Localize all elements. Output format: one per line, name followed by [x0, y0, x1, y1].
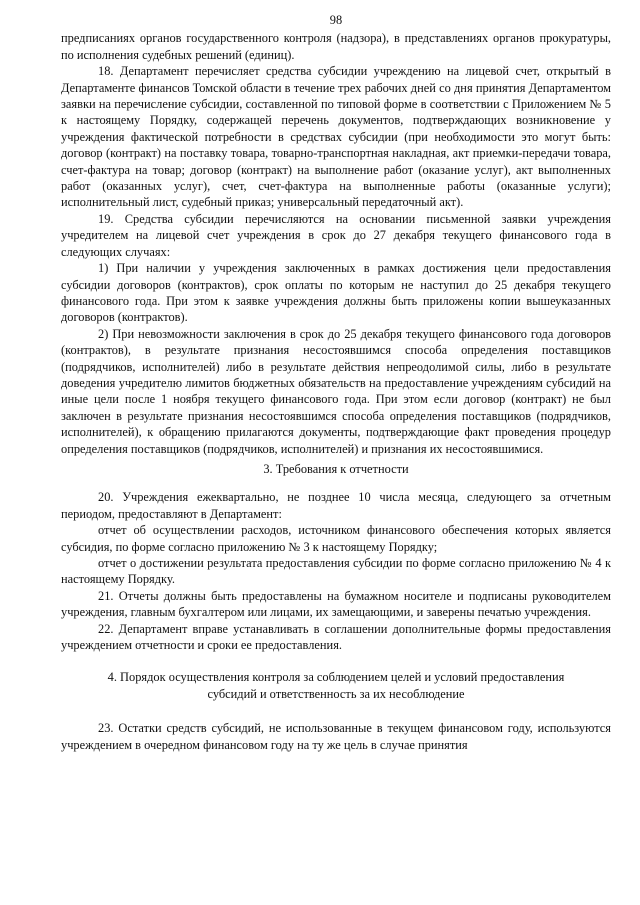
paragraph-19: 19. Средства субсидии перечисляются на основании письменной заявки учреждения учредителем на лицевой счет учреждения в срок до 27 декабря текущего финансового года в следующих случаях:	[61, 211, 611, 259]
paragraph-21: 21. Отчеты должны быть предоставлены на бумажном носителе и подписаны руководителем учреждения, главным бухгалтером или лицами, их замещающими, и заверены печатью учреждения.	[61, 588, 611, 620]
section-4-title-line-1: 4. Порядок осуществления контроля за соблюдением целей и условий предоставления	[107, 670, 565, 685]
section-4-title	[61, 669, 611, 702]
paragraph-20: 20. Учреждения ежеквартально, не позднее 10 числа месяца, следующего за отчетным периодом, предоставляют в Департамент:	[61, 490, 611, 521]
page-number: 98	[329, 13, 343, 27]
paragraph-22: 22. Департамент вправе устанавливать в соглашении дополнительные формы предоставления учреждением отчетности и сроки ее предоставления.	[61, 621, 611, 653]
paragraph-continuation: предписаниях органов государственного контроля (надзора), в представлениях органов прокуратуры, по исполнения судебных решений (единиц).	[61, 31, 611, 62]
paragraph-20-report-2: отчет о достижении результата предоставления субсидии по форме согласно приложению № 4 к настоящему Порядку.	[61, 556, 611, 587]
section-3-title: 3. Требования к отчетности	[263, 461, 409, 476]
paragraph-19-item-1: 1) При наличии у учреждения заключенных в рамках достижения цели предоставления субсидии договоров (контрактов), срок оплаты по которым не наступил до 25 декабря текущего финансового года. При этом к заявке учреждения должны быть приложены копии вышеуказанных договоров (контрактов).	[61, 261, 611, 325]
paragraph-20-report-1: отчет об осуществлении расходов, источником финансового обеспечения которых является субсидия, по форме согласно приложению № 3 к настоящему Порядку;	[61, 523, 611, 554]
paragraph-23: 23. Остатки средств субсидий, не использованные в текущем финансовом году, используются учреждением в очередном финансовом году на ту же цель в случае принятия	[61, 721, 611, 752]
paragraph-19-item-2: 2) При невозможности заключения в срок до 25 декабря текущего финансового года договоров (контрактов), в результате признания несостоявшимся способа определения поставщиков (подрядчиков, исполнителей) либо в результате действия непреодолимой силы, либо в результате доведения учредителю лимитов бюджетных обязательств на предоставление учреждениям субсидий на иные цели после 1 ноября текущего финансового года. При этом если договор (контракт) не был заключен в результате признания несостоявшимся способа определения поставщиков (подрядчиков, исполнителей), к обращению прилагаются документы, подтверждающие факт проведения процедур определения поставщиков (подрядчиков, исполнителей) и признания их несостоявшимися.	[61, 326, 611, 456]
section-4-title-line-2: субсидий и ответственность за их несоблюдение	[207, 686, 465, 701]
paragraph-18: 18. Департамент перечисляет средства субсидии учреждению на лицевой счет, открытый в Департаменте финансов Томской области в течение трех рабочих дней со дня принятия Департаментом заявки на перечисление субсидии, составленной по типовой форме в соответствии с Приложением № 5 к настоящему Порядку, содержащей перечень документов, подтверждающих возникновение у учреждения фактической потребности в средствах субсидии (при необходимости это могут быть: договор (контракт) на поставку товара, товарно-транспортная накладная, акт приемки-передачи товара, счет-фактура на товар; договор (контракт) на выполнение работ (оказание услуг), акт выполненных работ (оказанных услуг), счет, счет-фактура на выполненные работы (оказанные услуги); исполнительный лист, судебный приказ; универсальный передаточный акт).	[61, 64, 611, 210]
